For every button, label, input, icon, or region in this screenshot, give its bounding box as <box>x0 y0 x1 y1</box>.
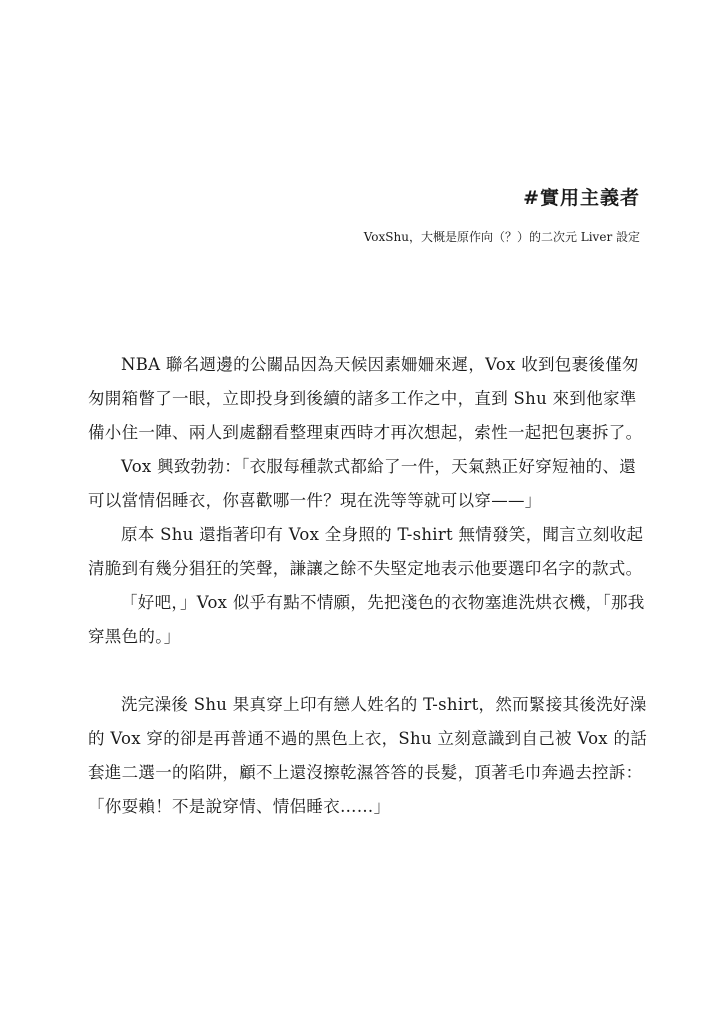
paragraph: 原本 Shu 還指著印有 Vox 全身照的 T-shirt 無情發笑，聞言立刻收起清脆到有幾分猖狂的笑聲，謙讓之餘不失堅定地表示他要選印名字的款式。 <box>88 525 644 578</box>
section-break <box>88 654 648 688</box>
document-title: #實用主義者 <box>523 187 640 209</box>
paragraph: 「好吧，」Vox 似乎有點不情願，先把淺色的衣物塞進洗烘衣機，「那我穿黑色的。」 <box>88 593 645 646</box>
paragraph: 洗完澡後 Shu 果真穿上印有戀人姓名的 T-shirt，然而緊接其後洗好澡的 Vox 穿的卻是再普通不過的黑色上衣，Shu 立刻意識到自己被 Vox 的話套進二選一的陷阱，顧不上還沒擦乾濕答答的長髮，頂著毛巾奔過去控訴：「你耍賴！不是說穿情、情侶睡衣……」 <box>88 695 648 816</box>
document-body <box>88 348 648 824</box>
paragraph: Vox 興致勃勃：「衣服每種款式都給了一件，天氣熱正好穿短袖的、還可以當情侶睡衣，你喜歡哪一件？現在洗等等就可以穿——」 <box>88 457 637 510</box>
paragraph: NBA 聯名週邊的公關品因為天候因素姍姍來遲，Vox 收到包裹後僅匆匆開箱瞥了一眼，立即投身到後續的諸多工作之中，直到 Shu 來到他家準備小住一陣、兩人到處翻看整理東西時才再次想起，索性一起把包裹拆了。 <box>88 355 643 442</box>
document-subtitle: VoxShu，大概是原作向（？）的二次元 Liver 設定 <box>363 230 640 244</box>
document-header <box>364 184 640 246</box>
